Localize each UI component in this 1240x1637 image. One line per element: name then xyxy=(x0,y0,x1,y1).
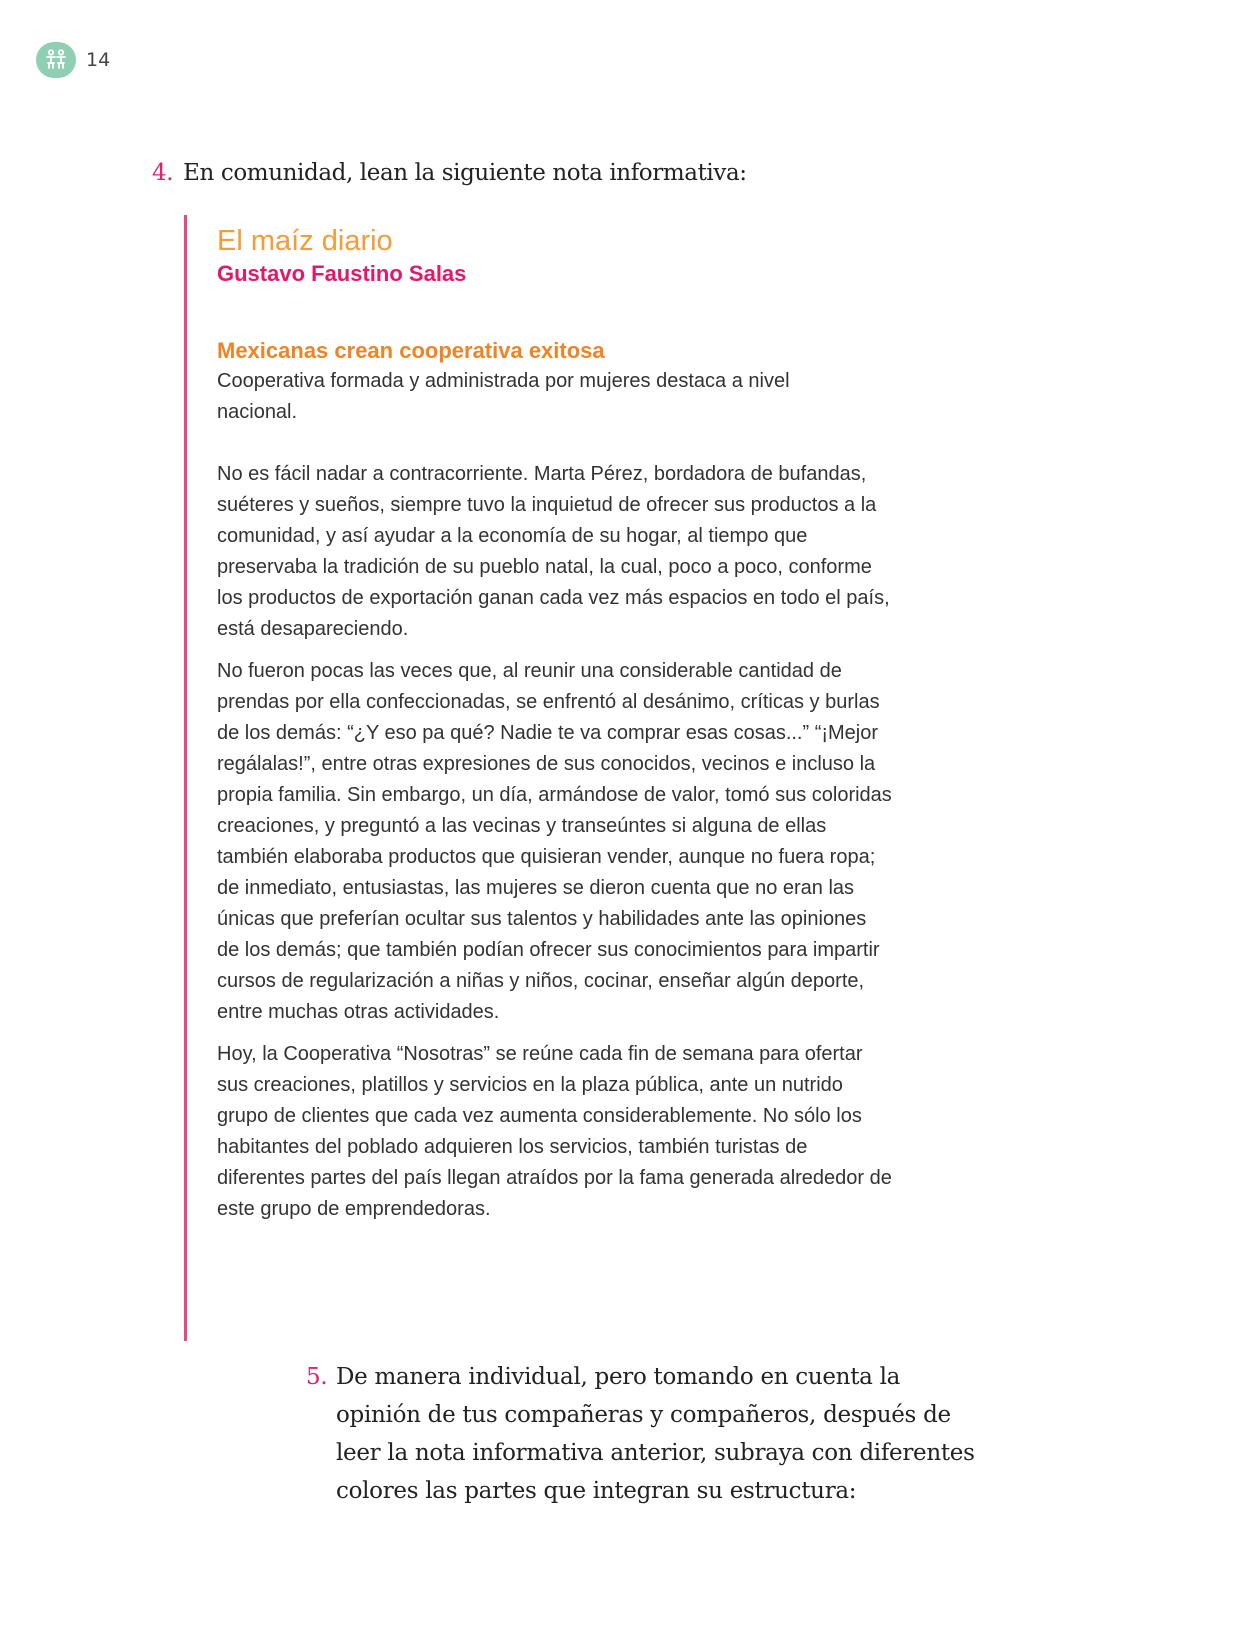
news-paragraph: Hoy, la Cooperativa “Nosotras” se reúne cada fin de semana para ofertar sus creaciones, platillos y servicios en la plaza pública, ante un nutrido grupo de clientes que cada vez aumenta considerablemente. No sólo los habitantes del poblado adquieren los servicios, también turistas de diferentes partes del país llegan atraídos por la fama generada alrededor de este grupo de emprendedoras. xyxy=(217,1042,892,1220)
reading-author: Gustavo Faustino Salas xyxy=(217,261,467,287)
task-5-number: 5. xyxy=(306,1364,328,1390)
page-number: 14 xyxy=(86,49,111,71)
community-icon xyxy=(36,42,76,78)
news-paragraph: No es fácil nadar a contracorriente. Marta Pérez, bordadora de bufandas, suéteres y sueños, siempre tuvo la inquietud de ofrecer sus productos a la comunidad, y así ayudar a la economía de su hogar, al tiempo que preservaba la tradición de su pueblo natal, la cual, poco a poco, conforme los productos de exportación ganan cada vez más espacios en todo el país, está desapareciendo. xyxy=(217,462,890,640)
reading-box xyxy=(184,215,914,1341)
people-icon xyxy=(44,48,68,72)
page-header xyxy=(36,42,110,78)
task-4-text: En comunidad, lean la siguiente nota informativa: xyxy=(183,160,747,186)
news-paragraph: No fueron pocas las veces que, al reunir una considerable cantidad de prendas por ella confeccionadas, se enfrentó al desánimo, críticas y burlas de los demás: “¿Y eso pa qué? Nadie te va comprar esas cosas...” “¡Mejor regálalas!”, entre otras expresiones de sus conocidos, vecinos e incluso la propia familia. Sin embargo, un día, armándose de valor, tomó sus coloridas creaciones, y preguntó a las vecinas y transeúntes si alguna de ellas también elaboraba productos que quisieran vender, aunque no fuera ropa; de inmediato, entusiastas, las mujeres se dieron cuenta que no eran las únicas que preferían ocultar sus talentos y habilidades ante las opiniones de los demás; que también podían ofrecer sus conocimientos para impartir cursos de regularización a niñas y niños, cocinar, enseñar algún deporte, entre muchas otras actividades. xyxy=(217,659,892,1023)
task-4-number: 4. xyxy=(152,160,174,186)
reading-title: El maíz diario xyxy=(217,225,393,257)
news-headline: Mexicanas crean cooperativa exitosa xyxy=(217,337,605,363)
news-lead: Cooperativa formada y administrada por mujeres destaca a nivel nacional. xyxy=(217,369,790,423)
task-5 xyxy=(306,1358,986,1510)
task-5-text: De manera individual, pero tomando en cuenta la opinión de tus compañeras y compañeros, después de leer la nota informativa anterior, subraya con diferentes colores las partes que integran su estructura: xyxy=(336,1364,975,1504)
news-body xyxy=(217,459,914,1225)
task-4 xyxy=(152,160,747,186)
